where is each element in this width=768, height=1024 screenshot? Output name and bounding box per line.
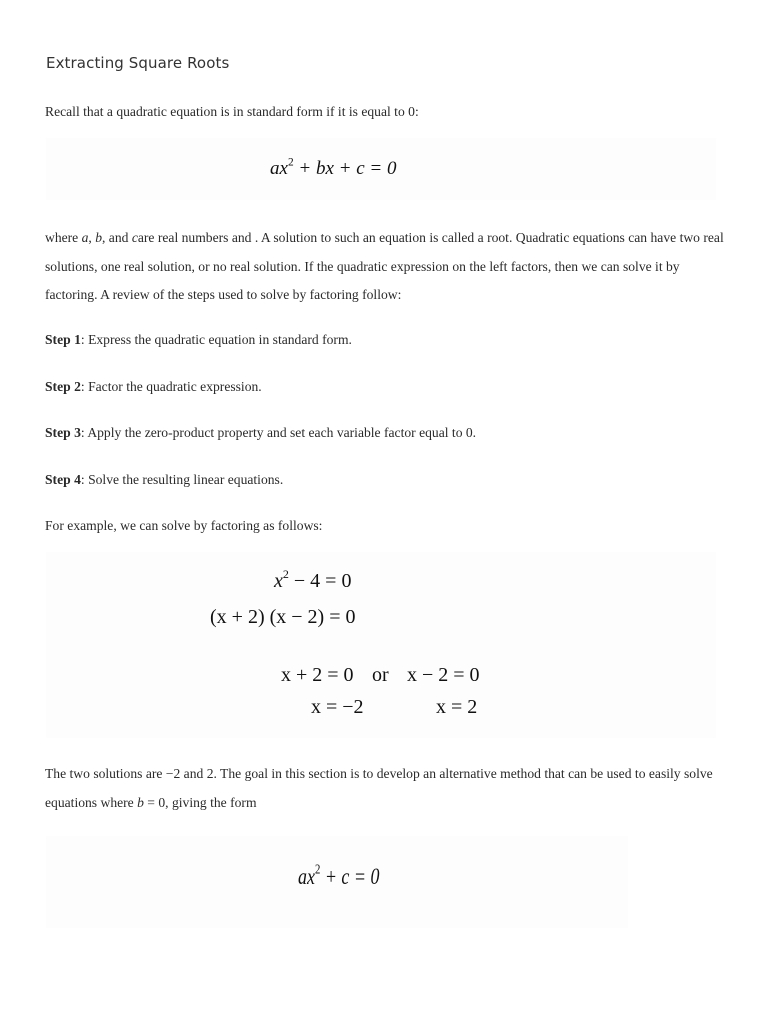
example-line-3-left: x + 2 = 0: [281, 664, 354, 686]
intro-paragraph: Recall that a quadratic equation is in standard form if it is equal to 0:: [45, 104, 419, 119]
step-4: Step 4: Solve the resulting linear equations.: [45, 472, 284, 487]
example-line-4-left: x = −2: [311, 696, 364, 718]
equation-standard-form: $ax^2$ + bx + c = 0: [270, 156, 397, 179]
example-line-3-right: x − 2 = 0: [407, 664, 480, 686]
example-line-2: (x + 2) (x − 2) = 0: [210, 606, 356, 628]
equation-reduced-form: $ax^2 + c = 0$: [298, 861, 380, 889]
example-line-1: $x^2 - 4 = 0$: [274, 567, 352, 592]
example-line-3-or: or: [372, 664, 389, 686]
step-2: Step 2: Factor the quadratic expression.: [45, 379, 262, 394]
where-paragraph: where a, b, and care real numbers and . A solution to such an equation is called a root. Quadratic equations can have two real solutions, one real solution, or no real solution. If the quadratic expression on the left factors, then we can solve it by factoring. A review of the steps used to solve by factoring follow:: [45, 230, 724, 302]
equation-image-example: [46, 552, 716, 738]
page-title: Extracting Square Roots: [46, 54, 230, 72]
example-line-4-right: x = 2: [436, 696, 478, 718]
example-intro-paragraph: For example, we can solve by factoring as follows:: [45, 518, 323, 533]
step-1: Step 1: Express the quadratic equation in standard form.: [45, 332, 352, 347]
equation-image-reduced: [46, 836, 628, 928]
solutions-paragraph: The two solutions are −2 and 2. The goal in this section is to develop an alternative method that can be used to easily solve equations where b = 0, giving the form: [45, 766, 713, 810]
equation-image-standard: [46, 138, 716, 200]
step-3: Step 3: Apply the zero-product property and set each variable factor equal to 0.: [45, 425, 477, 440]
